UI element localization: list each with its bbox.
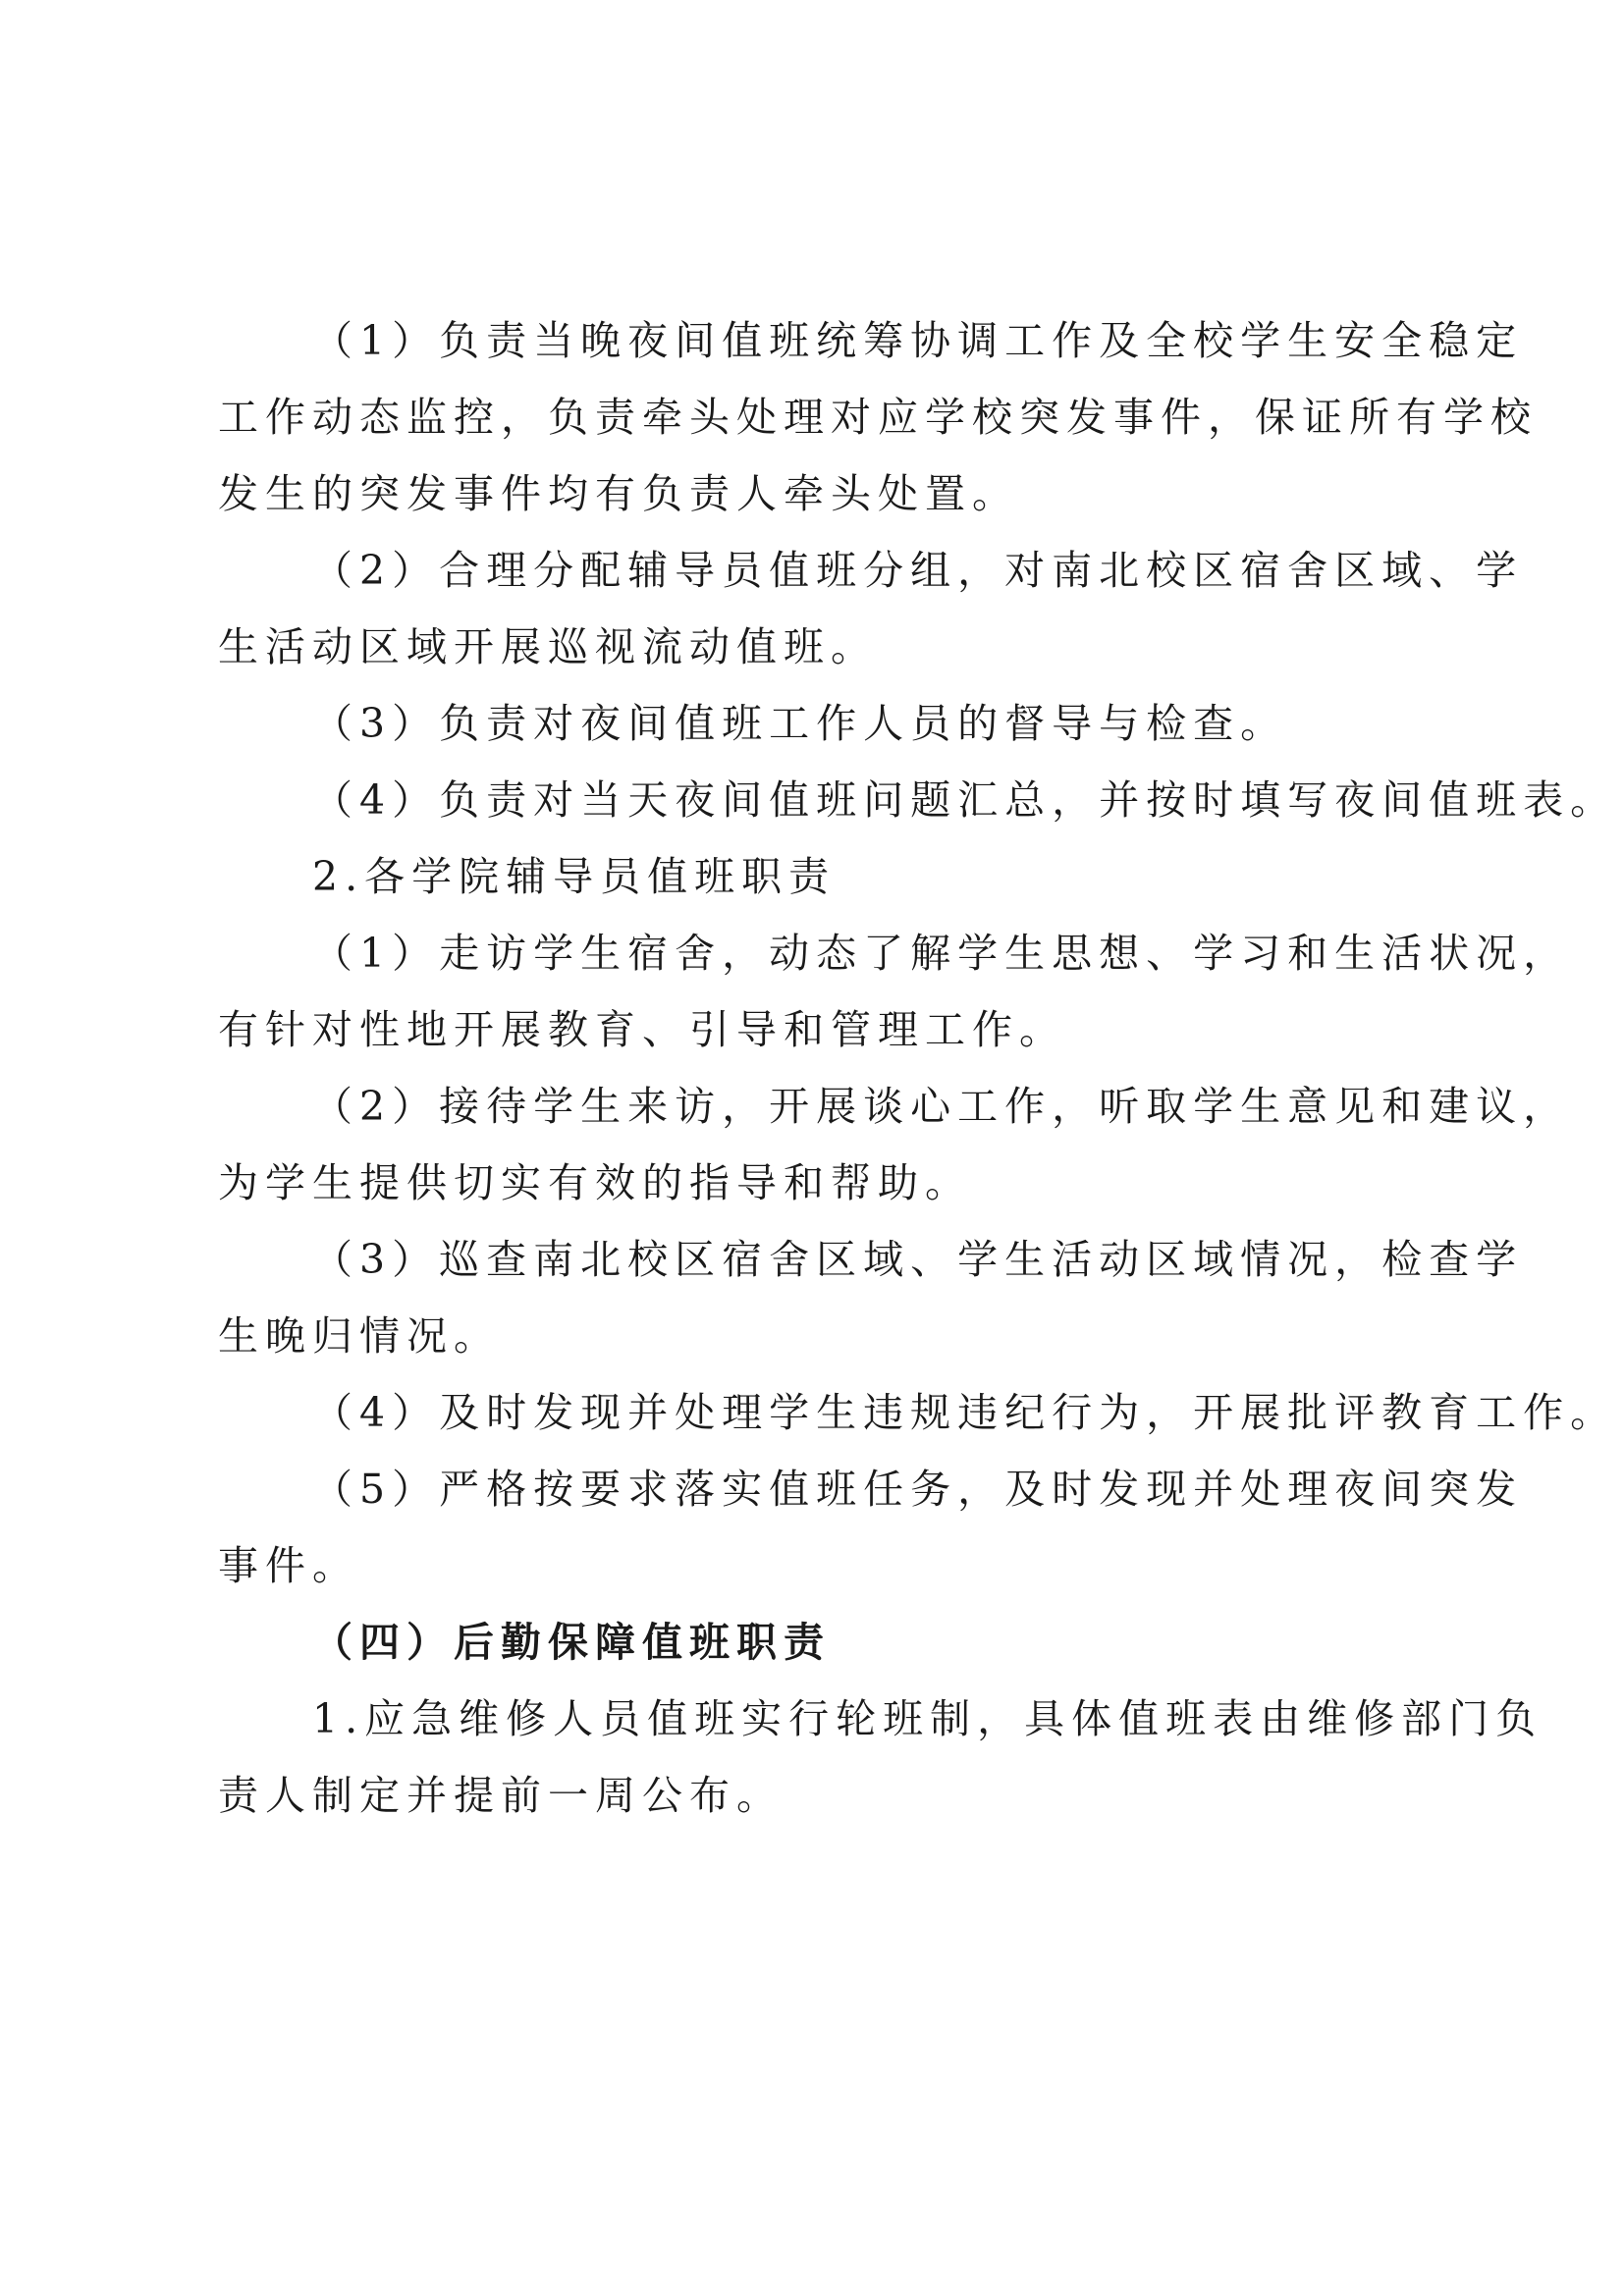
paragraph-line: （3）巡查南北校区宿舍区域、学生活动区域情况，检查学 xyxy=(312,1236,1524,1283)
paragraph-line: （2）接待学生来访，开展谈心工作，听取学生意见和建议， xyxy=(312,1083,1571,1130)
paragraph-line: 生活动区域开展巡视流动值班。 xyxy=(218,623,878,670)
paragraph-line: 工作动态监控，负责牵头处理对应学校突发事件，保证所有学校 xyxy=(218,394,1538,441)
paragraph-line: （1）走访学生宿舍，动态了解学生思想、学习和生活状况， xyxy=(312,930,1571,977)
paragraph-line: 1.应急维修人员值班实行轮班制，具体值班表由维修部门负 xyxy=(312,1695,1543,1742)
paragraph-line: 责人制定并提前一周公布。 xyxy=(218,1772,784,1819)
document-body xyxy=(218,302,1618,1834)
section-subheading: 2.各学院辅导员值班职责 xyxy=(312,853,837,900)
paragraph-line: （4）及时发现并处理学生违规违纪行为，开展批评教育工作。 xyxy=(312,1389,1618,1436)
section-heading: （四）后勤保障值班职责 xyxy=(312,1619,831,1666)
paragraph-line: 发生的突发事件均有负责人牵头处置。 xyxy=(218,470,1019,517)
paragraph-line: （4）负责对当天夜间值班问题汇总，并按时填写夜间值班表。 xyxy=(312,776,1618,824)
paragraph-line: （1）负责当晚夜间值班统筹协调工作及全校学生安全稳定 xyxy=(312,317,1524,364)
paragraph-line: （5）严格按要求落实值班任务，及时发现并处理夜间突发 xyxy=(312,1466,1524,1513)
paragraph-line: （2）合理分配辅导员值班分组，对南北校区宿舍区域、学 xyxy=(312,547,1524,594)
paragraph-line: 生晚归情况。 xyxy=(218,1312,501,1360)
paragraph-line: 有针对性地开展教育、引导和管理工作。 xyxy=(218,1006,1066,1053)
paragraph-line: 为学生提供切实有效的指导和帮助。 xyxy=(218,1159,972,1206)
paragraph-line: 事件。 xyxy=(218,1542,359,1589)
paragraph-line: （3）负责对夜间值班工作人员的督导与检查。 xyxy=(312,700,1288,747)
